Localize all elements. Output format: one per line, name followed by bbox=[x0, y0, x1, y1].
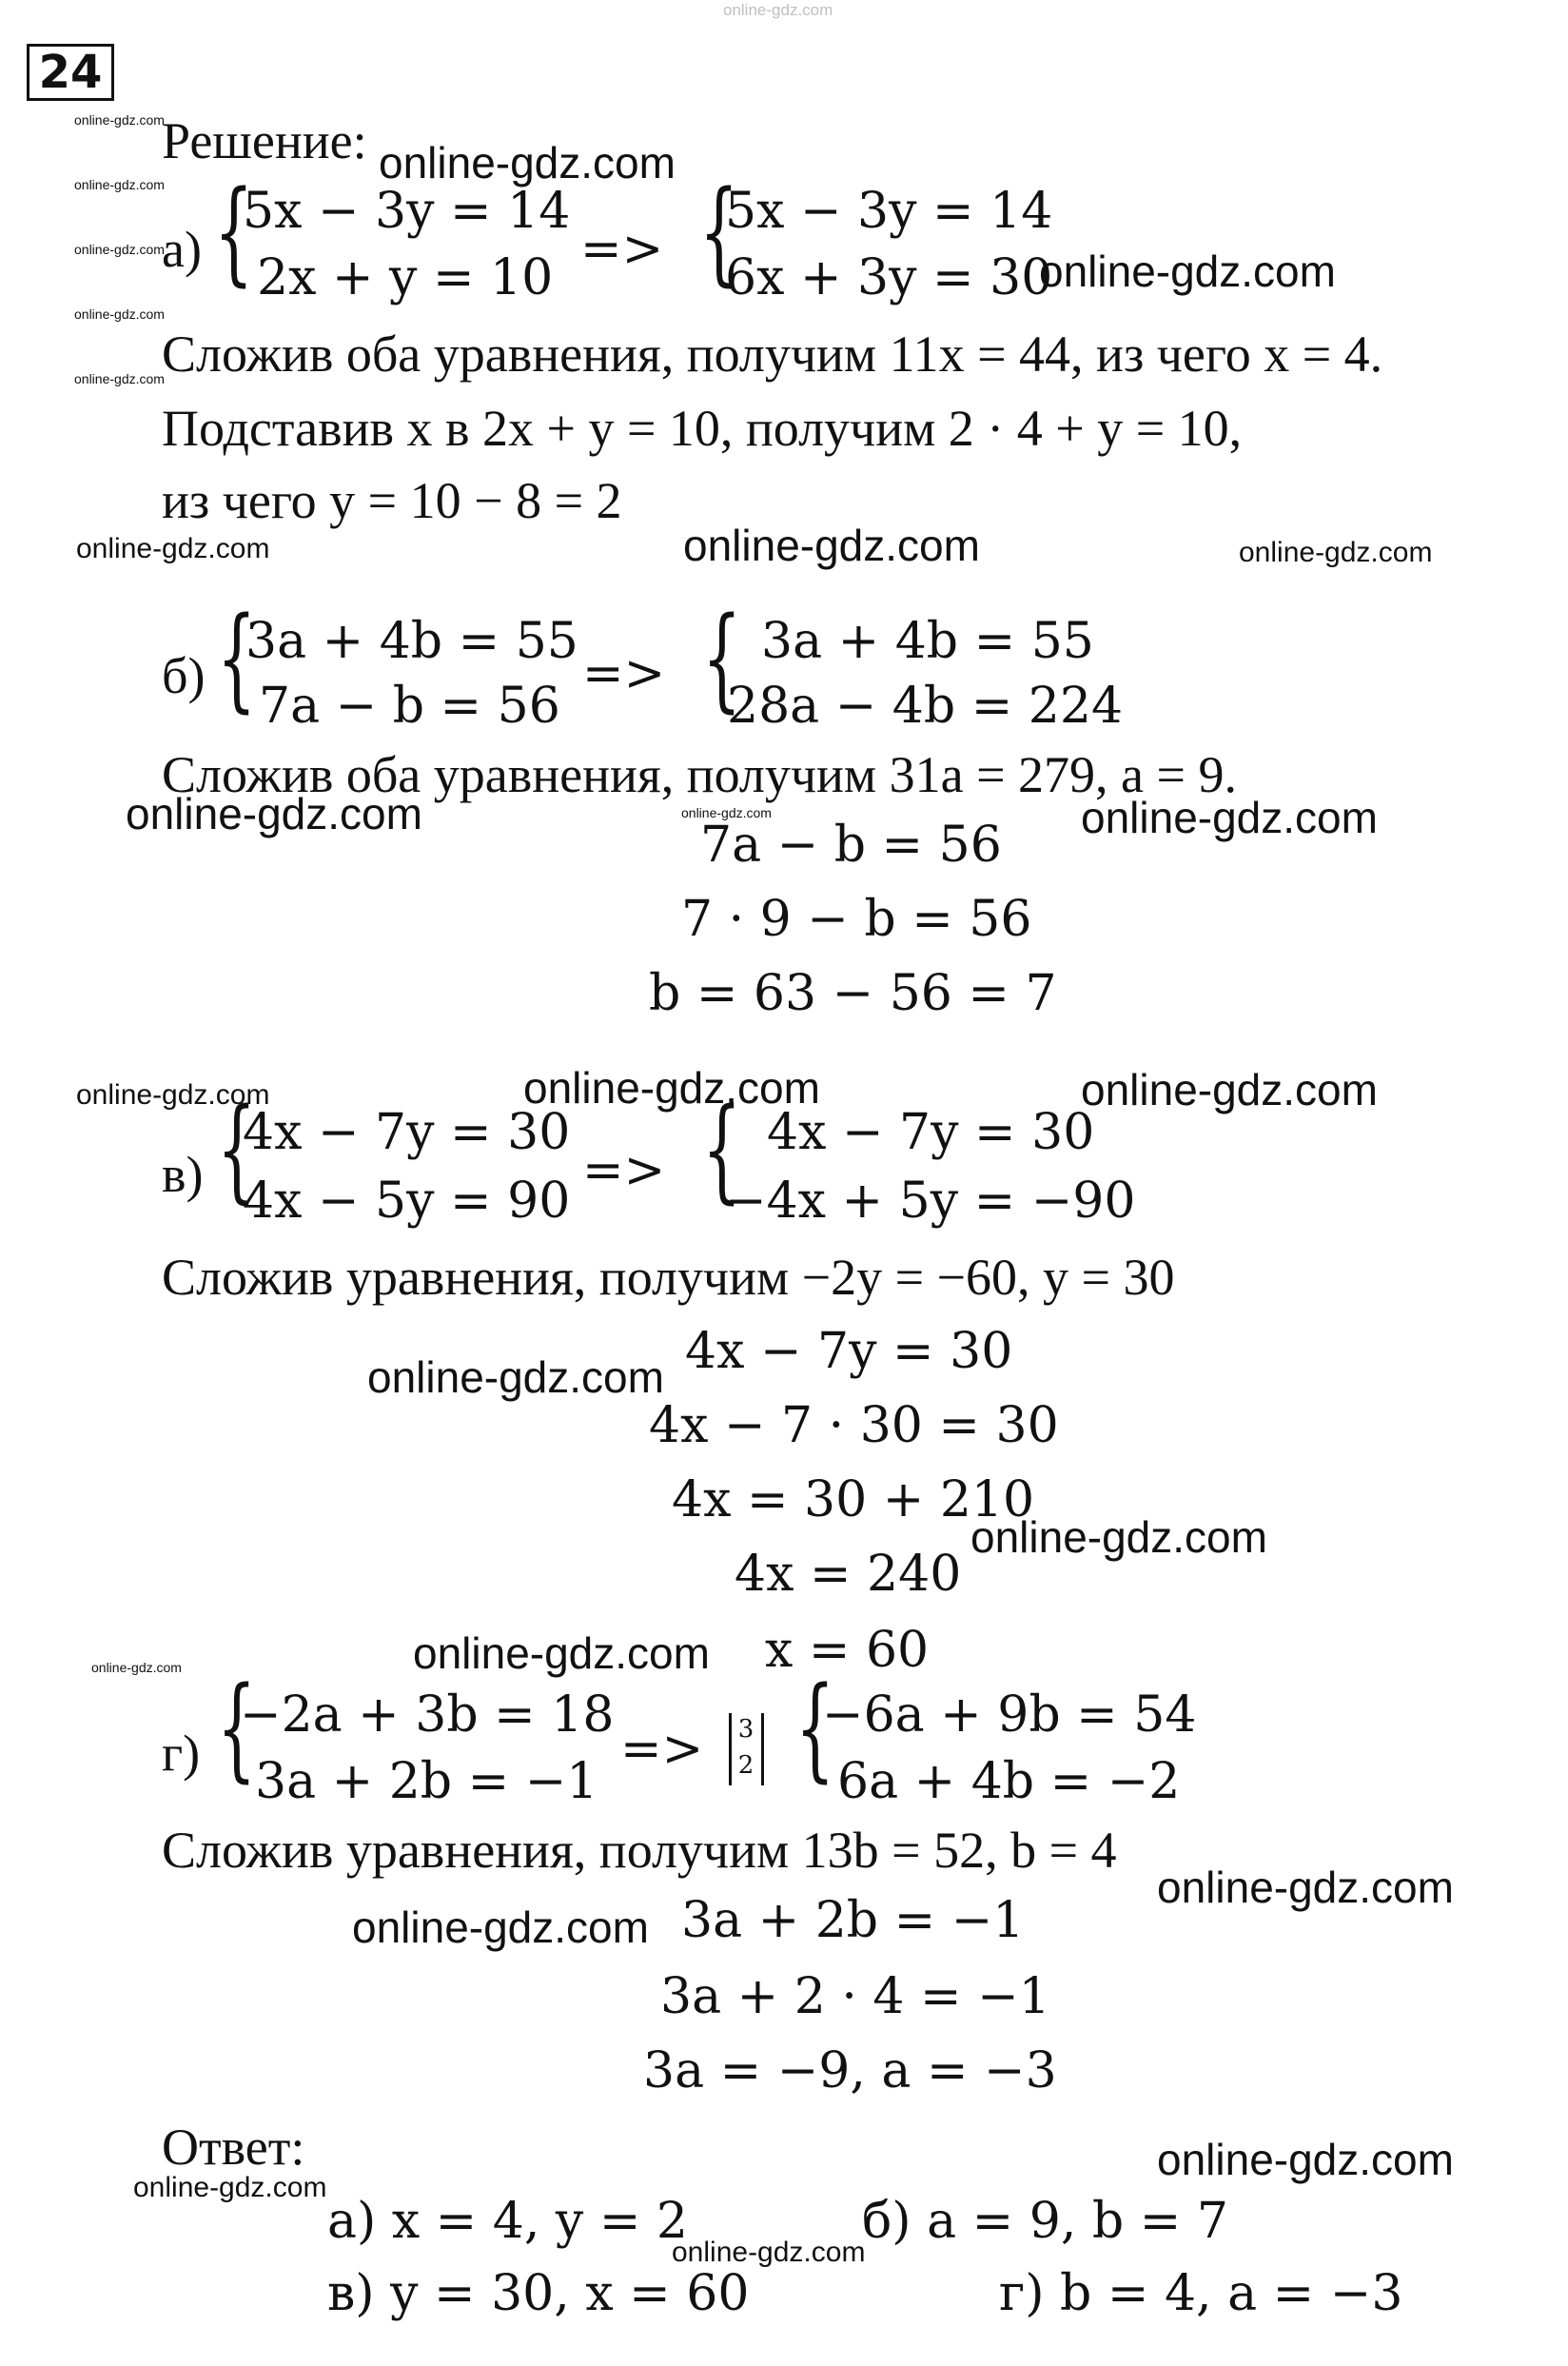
left-brace-icon: { bbox=[699, 166, 739, 297]
part-a-sys1-eq2: 2x + y = 10 bbox=[257, 249, 554, 306]
watermark: online-gdz.com bbox=[74, 306, 165, 322]
part-b-sys2-eq1: 3a + 4b = 55 bbox=[761, 613, 1094, 670]
watermark: online-gdz.com bbox=[76, 1079, 270, 1111]
watermark: online-gdz.com bbox=[1081, 793, 1378, 842]
part-v-sys2-eq2: −4x + 5y = −90 bbox=[725, 1173, 1136, 1230]
watermark: online-gdz.com bbox=[352, 1903, 649, 1952]
problem-number: 24 bbox=[27, 44, 114, 101]
part-g-arrow: => bbox=[620, 1721, 704, 1778]
part-g-label: г) bbox=[162, 1725, 201, 1782]
part-g-step2: 3a + 2 · 4 = −1 bbox=[660, 1968, 1050, 2025]
watermark: online-gdz.com bbox=[76, 533, 270, 564]
watermark: online-gdz.com bbox=[74, 177, 165, 192]
watermark: online-gdz.com bbox=[683, 521, 980, 570]
watermark: online-gdz.com bbox=[413, 1628, 710, 1678]
watermark: online-gdz.com bbox=[74, 242, 165, 257]
answer-heading: Ответ: bbox=[162, 2119, 305, 2176]
part-a-arrow: => bbox=[580, 221, 664, 278]
part-b-step2: 7 · 9 − b = 56 bbox=[681, 891, 1032, 948]
part-v-arrow: => bbox=[582, 1142, 666, 1199]
watermark-top: online-gdz.com bbox=[723, 1, 833, 19]
answer-b: б) a = 9, b = 7 bbox=[862, 2193, 1228, 2250]
part-v-step5: x = 60 bbox=[765, 1622, 930, 1679]
part-v-step1: 4x − 7y = 30 bbox=[685, 1323, 1013, 1380]
watermark: online-gdz.com bbox=[1157, 1863, 1454, 1912]
watermark: online-gdz.com bbox=[523, 1063, 820, 1113]
watermark: online-gdz.com bbox=[74, 371, 165, 386]
part-b-step1: 7a − b = 56 bbox=[700, 817, 1002, 874]
part-v-sys1-eq1: 4x − 7y = 30 bbox=[243, 1104, 571, 1161]
multiplier-bar bbox=[761, 1713, 764, 1785]
watermark: online-gdz.com bbox=[1081, 1065, 1378, 1114]
part-b-arrow: => bbox=[582, 645, 666, 702]
part-g-line1: Сложив уравнения, получим 13b = 52, b = 4 bbox=[162, 1822, 1117, 1879]
left-brace-icon: { bbox=[217, 1662, 257, 1793]
part-g-sys2-eq2: 6a + 4b = −2 bbox=[837, 1753, 1181, 1810]
answer-a: а) x = 4, y = 2 bbox=[327, 2193, 689, 2250]
left-brace-icon: { bbox=[214, 166, 254, 297]
part-v-step2: 4x − 7 · 30 = 30 bbox=[649, 1397, 1059, 1454]
watermark: online-gdz.com bbox=[133, 2172, 327, 2203]
part-a-label: а) bbox=[162, 221, 202, 278]
left-brace-icon: { bbox=[795, 1662, 835, 1793]
part-b-line1: Сложив оба уравнения, получим 31a = 279, a = 9. bbox=[162, 746, 1237, 803]
part-v-label: в) bbox=[162, 1146, 204, 1203]
watermark: online-gdz.com bbox=[1039, 246, 1336, 296]
part-b-sys1-eq2: 7a − b = 56 bbox=[259, 678, 560, 735]
part-a-line2: Подставив x в 2x + y = 10, получим 2 · 4 + y = 10, bbox=[162, 400, 1243, 457]
left-brace-icon: { bbox=[217, 592, 257, 723]
part-b-sys2-eq2: 28a − 4b = 224 bbox=[727, 678, 1124, 735]
part-b-step3: b = 63 − 56 = 7 bbox=[649, 965, 1057, 1022]
watermark: online-gdz.com bbox=[126, 789, 422, 838]
left-brace-icon: { bbox=[217, 1083, 257, 1214]
left-brace-icon: { bbox=[702, 592, 742, 723]
part-g-step3: 3a = −9, a = −3 bbox=[643, 2042, 1057, 2100]
watermark: online-gdz.com bbox=[91, 1660, 182, 1675]
part-a-line3: из чего y = 10 − 8 = 2 bbox=[162, 472, 622, 529]
watermark: online-gdz.com bbox=[1157, 2135, 1454, 2184]
answer-g: г) b = 4, a = −3 bbox=[999, 2265, 1403, 2322]
watermark: online-gdz.com bbox=[367, 1352, 664, 1402]
multiplier-bar bbox=[729, 1713, 732, 1785]
watermark: online-gdz.com bbox=[970, 1512, 1267, 1562]
watermark: online-gdz.com bbox=[379, 138, 676, 187]
part-b-label: б) bbox=[162, 647, 206, 704]
watermark: online-gdz.com bbox=[74, 112, 165, 128]
part-g-sys1-eq1: −2a + 3b = 18 bbox=[240, 1686, 615, 1744]
part-g-step1: 3a + 2b = −1 bbox=[681, 1892, 1025, 1949]
part-a-line1: Сложив оба уравнения, получим 11x = 44, из чего x = 4. bbox=[162, 325, 1383, 383]
part-g-mult-bottom: 2 bbox=[737, 1751, 755, 1780]
watermark: online-gdz.com bbox=[681, 805, 772, 820]
part-a-sys1-eq1: 5x − 3y = 14 bbox=[243, 183, 571, 240]
part-b-sys1-eq1: 3a + 4b = 55 bbox=[245, 613, 578, 670]
part-g-mult-top: 3 bbox=[737, 1715, 755, 1744]
answer-v: в) y = 30, x = 60 bbox=[327, 2265, 750, 2322]
solution-heading: Решение: bbox=[162, 112, 367, 169]
part-a-sys2-eq1: 5x − 3y = 14 bbox=[725, 183, 1053, 240]
left-brace-icon: { bbox=[702, 1083, 742, 1214]
part-a-sys2-eq2: 6x + 3y = 30 bbox=[725, 249, 1053, 306]
watermark: online-gdz.com bbox=[672, 2237, 866, 2268]
part-g-sys2-eq1: −6a + 9b = 54 bbox=[822, 1686, 1197, 1744]
part-v-sys1-eq2: 4x − 5y = 90 bbox=[243, 1173, 571, 1230]
watermark: online-gdz.com bbox=[1239, 537, 1433, 568]
part-g-sys1-eq2: 3a + 2b = −1 bbox=[255, 1753, 598, 1810]
part-v-step4: 4x = 240 bbox=[735, 1546, 962, 1603]
part-v-sys2-eq1: 4x − 7y = 30 bbox=[767, 1104, 1095, 1161]
part-v-step3: 4x = 30 + 210 bbox=[672, 1471, 1035, 1528]
part-v-line1: Сложив уравнения, получим −2y = −60, y = 30 bbox=[162, 1249, 1175, 1306]
